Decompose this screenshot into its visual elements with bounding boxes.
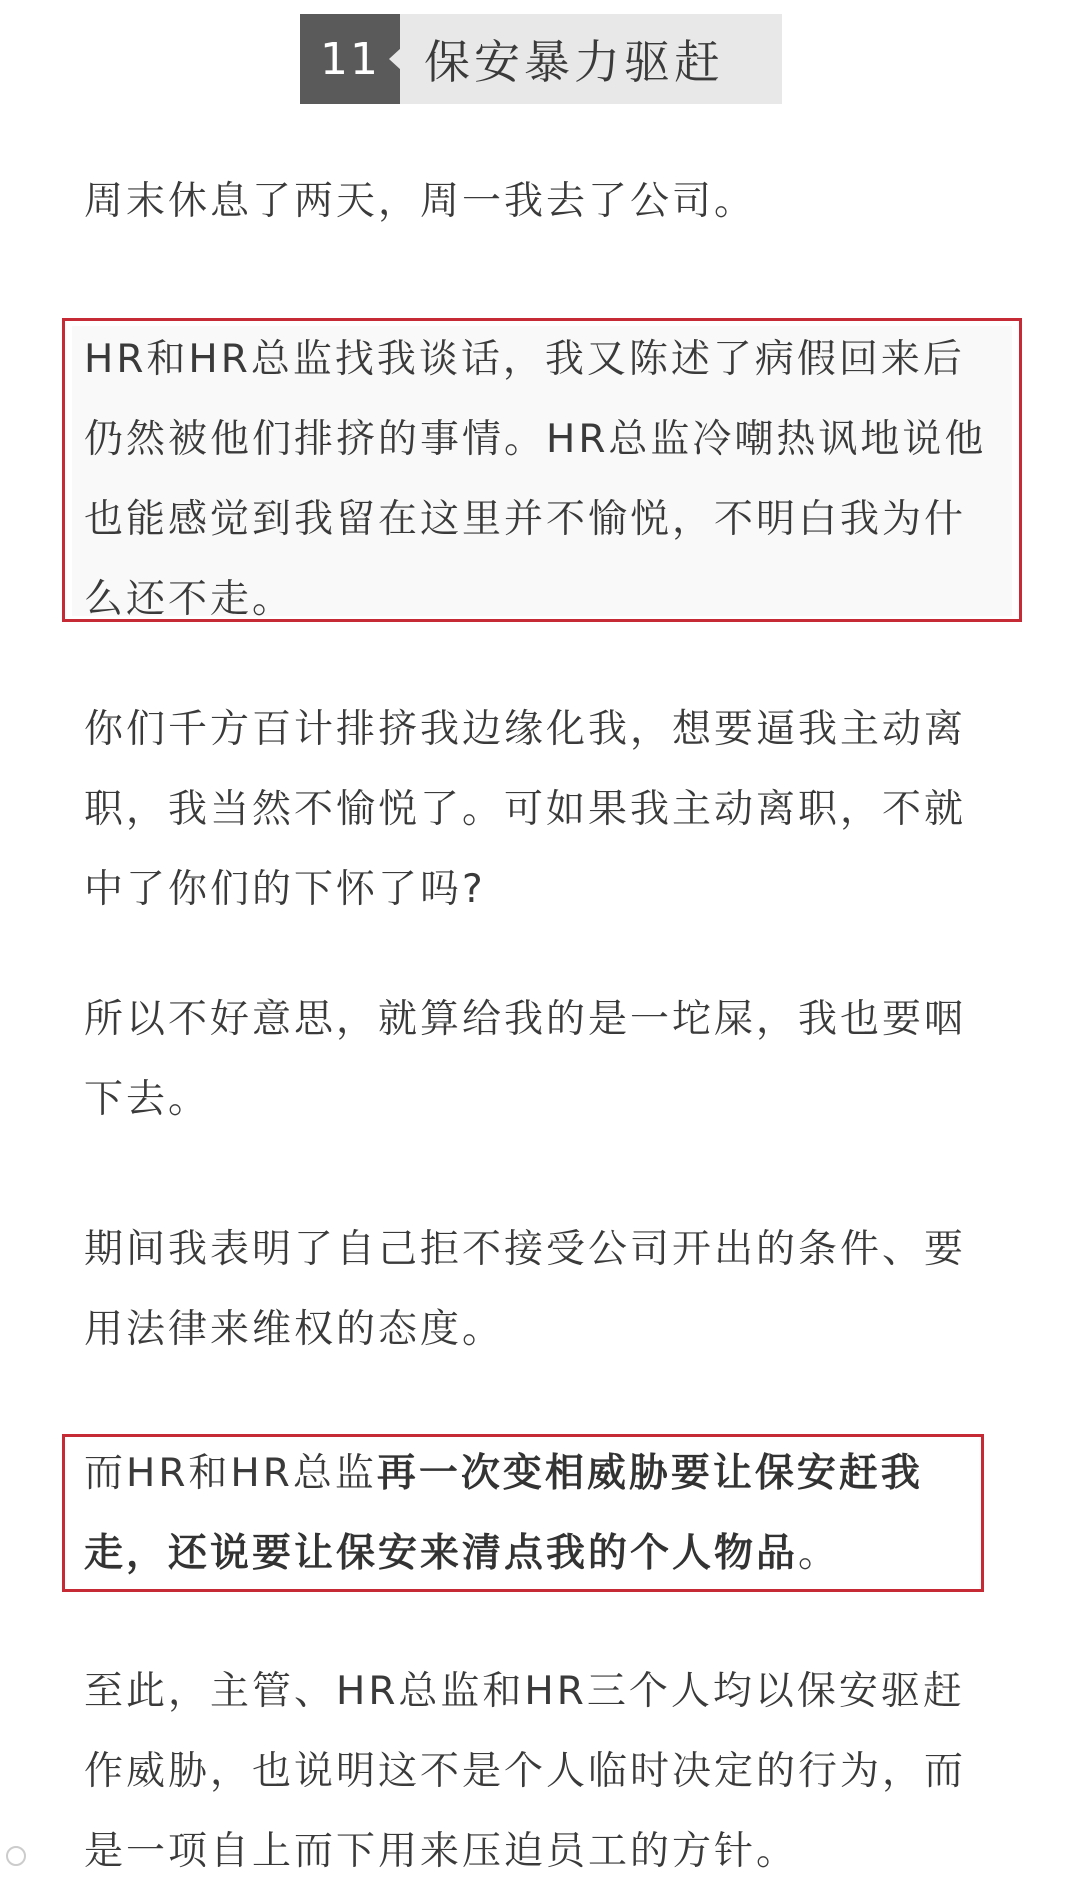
paragraph-2: HR和HR总监找我谈话，我又陈述了病假回来后仍然被他们排挤的事情。HR总监冷嘲热讽地说他也能感觉到我留在这里并不愉悦，不明白我为什么还不走。 (84, 337, 987, 622)
section-title: 保安暴力驱赶 (400, 14, 782, 104)
paragraph-5: 期间我表明了自己拒不接受公司开出的条件、要用法律来维权的态度。 (84, 1227, 967, 1352)
section-header (300, 14, 782, 104)
paragraph-3: 你们千方百计排挤我边缘化我，想要逼我主动离职，我当然不愉悦了。可如果我主动离职，不就中了你们的下怀了吗? (84, 707, 967, 912)
watermark (6, 1846, 26, 1866)
paragraph-7: 至此，主管、HR总监和HR三个人均以保安驱赶作威胁，也说明这不是个人临时决定的行为，而是一项自上而下用来压迫员工的方针。 (84, 1669, 967, 1874)
paragraph-6 (84, 1434, 1004, 1594)
watermark-logo-icon (6, 1846, 26, 1866)
paragraph-1: 周末休息了两天，周一我去了公司。 (84, 179, 757, 224)
paragraph-6-bold: 再一次变相威胁要让保安赶我走，还说要让保安来清点我的个人物品 (84, 1451, 923, 1576)
paragraph-6-end: 。 (798, 1531, 841, 1576)
section-number: 11 (300, 14, 400, 104)
paragraph-6-normal: 而HR和HR总监 (84, 1451, 377, 1496)
paragraph-4: 所以不好意思，就算给我的是一坨屎，我也要咽下去。 (84, 997, 967, 1122)
